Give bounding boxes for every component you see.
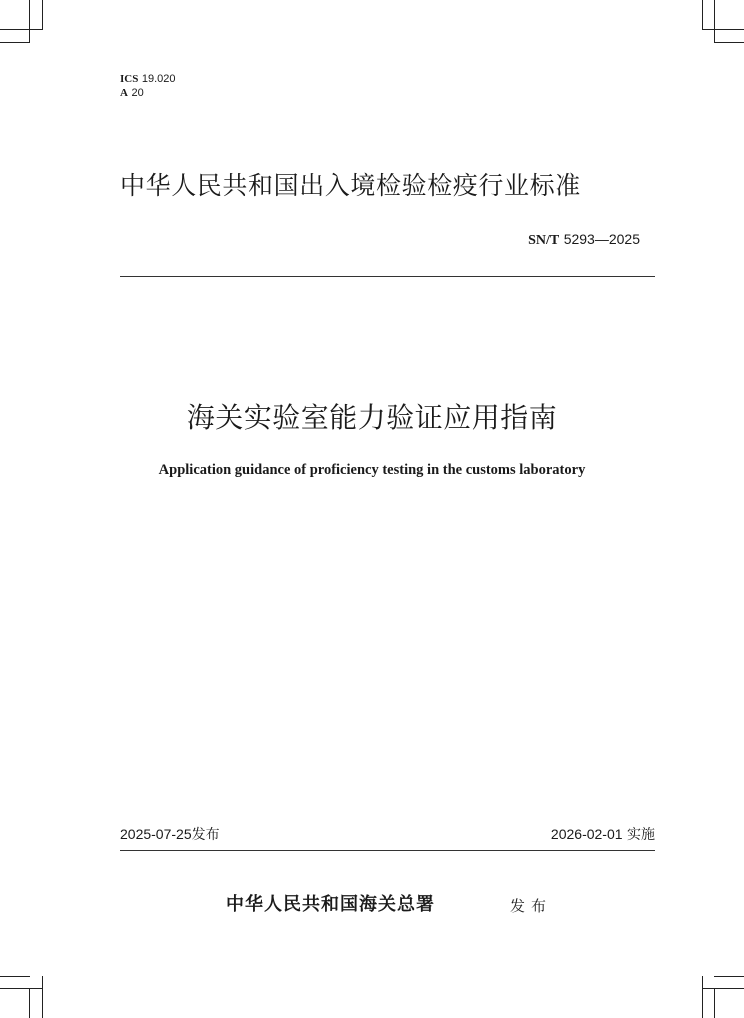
crop-mark-top-left-vertical [29,0,30,42]
crop-mark-top-right-vertical [714,0,715,42]
crop-mark-bottom-right-vertical [702,976,703,1018]
ics-label: ICS [120,73,139,85]
crop-mark-bottom-left-horizontal [0,988,42,989]
header-divider [120,276,655,277]
standard-number-prefix: SN/T [528,233,560,248]
publisher-name: 中华人民共和国海关总署 [226,894,435,915]
crop-mark-bottom-left-inner-vertical [29,988,30,1018]
crop-mark-top-right-horizontal [702,29,744,30]
crop-mark-top-left-horizontal [0,29,42,30]
issue-date-line [120,825,220,844]
crop-mark-top-left-inner-vertical [42,0,43,30]
standard-number [528,230,640,250]
ccs-label: A [120,87,128,99]
publisher-action: 发布 [510,897,553,915]
standard-number-value: 5293—2025 [563,231,640,247]
issue-label: 发布 [191,827,220,843]
ccs-code [120,86,176,100]
crop-mark-bottom-right-horizontal [702,988,744,989]
crop-mark-top-left-inner-horizontal [0,42,30,43]
crop-mark-top-right-inner-horizontal [714,42,744,43]
crop-mark-bottom-left-inner-horizontal [0,976,30,977]
crop-mark-top-right-inner-vertical [702,0,703,30]
document-title-english: Application guidance of proficiency testing in the customs laboratory [158,462,586,478]
crop-mark-bottom-left-vertical [42,976,43,1018]
crop-mark-bottom-right-inner-horizontal [714,976,744,977]
issue-date: 2025-07-25 [120,826,192,842]
document-title-chinese: 海关实验室能力验证应用指南 [186,401,558,434]
classification-codes [120,72,176,100]
standard-category: 中华人民共和国出入境检验检疫行业标准 [120,171,581,200]
ccs-value: 20 [131,87,144,99]
implementation-date-line [551,825,655,844]
crop-mark-bottom-right-inner-vertical [714,988,715,1018]
implementation-date: 2026-02-01 [550,826,623,842]
ics-value: 19.020 [141,73,176,85]
footer-divider [120,850,655,851]
ics-code [120,72,176,86]
implementation-label: 实施 [627,827,655,843]
